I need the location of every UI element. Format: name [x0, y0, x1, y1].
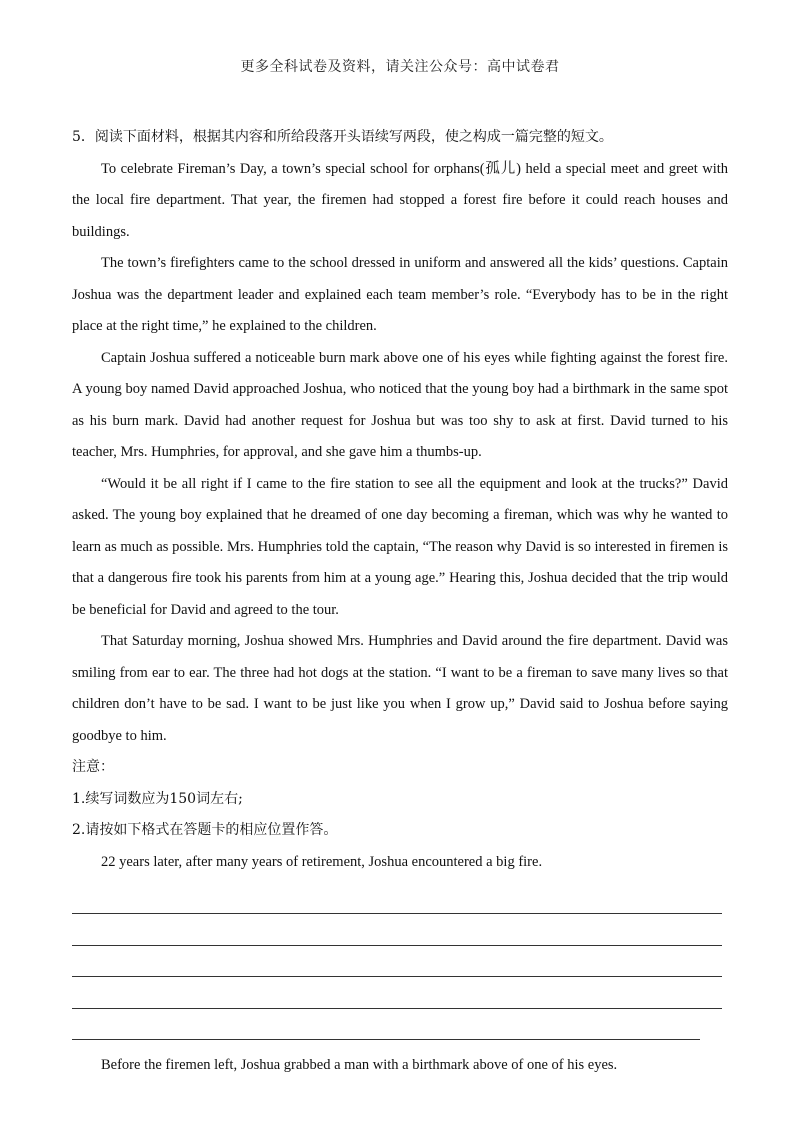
page-header: 更多全科试卷及资料，请关注公众号：高中试卷君 [240, 59, 560, 75]
answer-line[interactable] [72, 914, 722, 945]
story-paragraph-5: That Saturday morning, Joshua showed Mrs. Humphries and David around the fire department. David was smiling from ear to ear. The three had hot dogs at the station. “I want to be a fireman to save many lives so that children don’t have to be sad. I want to be just like you when I grow up,” David said to Joshua before saying goodbye to him. [72, 633, 728, 744]
continuation-start-1: 22 years later, after many years of retirement, Joshua encountered a big fire. [101, 853, 543, 870]
story-paragraph-2: The town’s firefighters came to the school dressed in uniform and answered all the kids’ questions. Captain Joshua was the department leader and explained each team member’s role. “Everybody has to be in the right place at the right time,” he explained to the children. [72, 255, 728, 334]
note-item-1: 1.续写词数应为150词左右; [72, 790, 243, 807]
answer-line[interactable] [72, 977, 722, 1008]
answer-lines [72, 883, 728, 1040]
answer-line[interactable] [72, 946, 722, 977]
continuation-start-2: Before the firemen left, Joshua grabbed a man with a birthmark above of one of his eyes. [101, 1056, 618, 1073]
answer-line[interactable] [72, 1009, 700, 1040]
question-block [72, 122, 728, 1081]
story-paragraph-1: To celebrate Fireman’s Day, a town’s special school for orphans(孤儿) held a special meet and greet with the local fire department. That year, the firemen had stopped a forest fire before it could reach houses and buildings. [72, 160, 728, 240]
note-item-2: 2.请按如下格式在答题卡的相应位置作答。 [72, 822, 338, 838]
story-paragraph-4: “Would it be all right if I came to the fire station to see all the equipment and look at the trucks?” David asked. The young boy explained that he dreamed of one day becoming a fireman, which was why he wanted to learn as much as possible. Mrs. Humphries told the captain, “The reason why David is so interested in firemen is that a dangerous fire took his parents from him at a young age.” Hearing this, Joshua decided that the trip would be beneficial for David and agreed to the tour. [72, 475, 728, 618]
notes-label: 注意： [72, 759, 114, 775]
answer-line[interactable] [72, 883, 722, 914]
story-paragraph-3: Captain Joshua suffered a noticeable burn mark above one of his eyes while fighting against the forest fire. A young boy named David approached Joshua, who noticed that the young boy had a birthmark in the same spot as his burn mark. David had another request for Joshua but was too shy to ask at first. David turned to his teacher, Mrs. Humphries, for approval, and she gave him a thumbs-up. [72, 349, 728, 460]
question-title: 5．阅读下面材料，根据其内容和所给段落开头语续写两段，使之构成一篇完整的短文。 [72, 129, 613, 145]
